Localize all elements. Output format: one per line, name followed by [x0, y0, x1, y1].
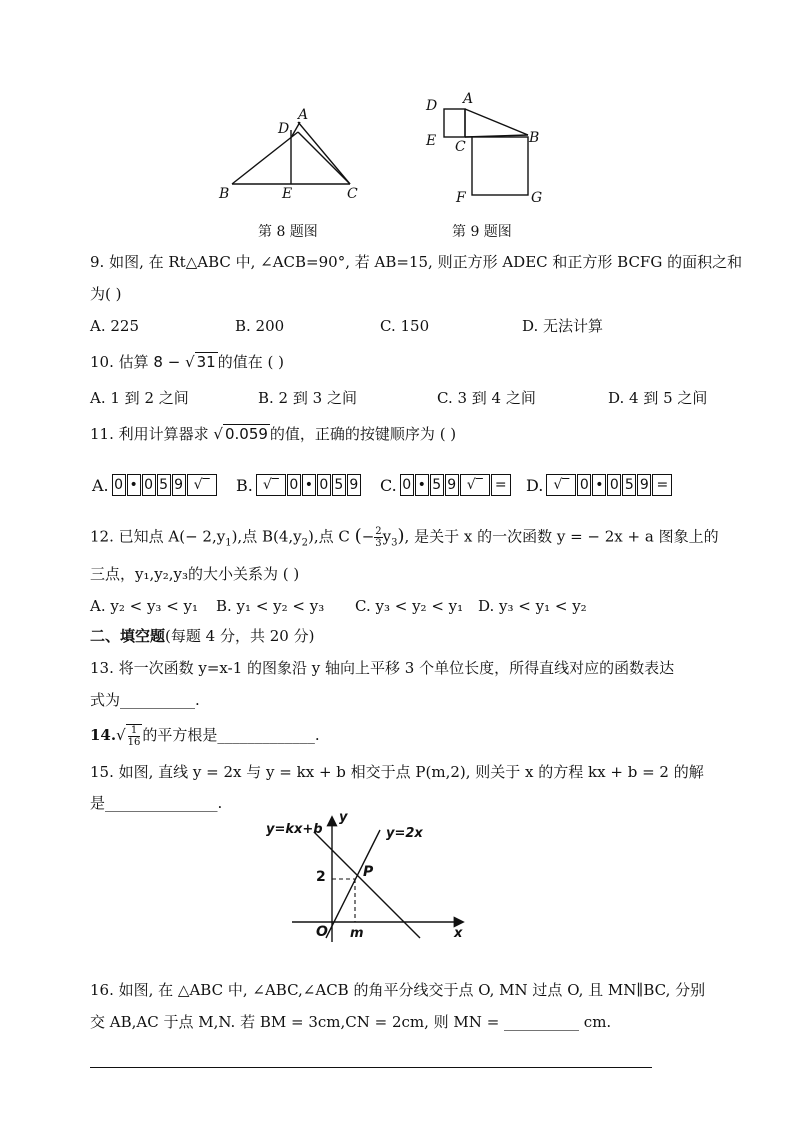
q11-option-a: A. 0 • 0 5 9 √‾ [92, 474, 218, 496]
q10-option-c: C. 3 到 4 之间 [437, 389, 536, 407]
q12-line1: 12. 已知点 $A(- 2,y_1)$,点 $B(4,y_2)$,点 C (− $\frac{2}{3}y_3$), 是关于 x 的一次函数 y = − 2x + a 图象上的 [90, 525, 719, 549]
q14-stem: 14.√ $\frac{1}{16}$的平方根是_____________. [90, 725, 320, 748]
q12-option-b: B. y₁ < y₂ < y₃ [216, 597, 325, 615]
q16-line2: 交 AB,AC 于点 M,N. 若 BM = 3cm,CN = 2cm, 则 MN = __________ cm. [90, 1013, 612, 1031]
key-5: 5 [332, 474, 346, 496]
fig9-square-adec [444, 109, 465, 137]
q12-option-a: A. y₂ < y₃ < y₁ [90, 597, 199, 615]
fig8-label-a: A [298, 107, 309, 123]
fig8-label-e: E [282, 186, 293, 202]
graph-label-y: y [339, 810, 348, 825]
q10-option-a: A. 1 到 2 之间 [90, 389, 189, 407]
q13-line1: 13. 将一次函数 y=x-1 的图象沿 y 轴向上平移 3 个单位长度，所得直线对应的函数表达 [90, 659, 675, 677]
q10-suffix: 的值在 ( ) [217, 353, 284, 371]
q10-option-d: D. 4 到 5 之间 [608, 389, 708, 407]
q9-option-c: C. 150 [380, 317, 430, 335]
key-9: 9 [172, 474, 186, 496]
fig9-label-d: D [426, 98, 438, 114]
q11-suffix: 的值，正确的按键顺序为 ( ) [269, 425, 457, 443]
q10-option-b: B. 2 到 3 之间 [258, 389, 357, 407]
key-equals: = [652, 474, 672, 496]
graph-label-m: m [350, 926, 364, 941]
q9-option-a: A. 225 [90, 317, 139, 335]
fig8-label-b: B [219, 186, 230, 202]
key-sqrt: √‾ [546, 474, 576, 496]
q9-line1: 9. 如图, 在 Rt△ABC 中, ∠ACB=90°, 若 AB=15, 则正方形 ADEC 和正方形 BCFG 的面积之和 [90, 253, 743, 271]
q12-option-d: D. y₃ < y₁ < y₂ [478, 597, 587, 615]
key-dot: • [302, 474, 316, 496]
q12-option-c: C. y₃ < y₂ < y₁ [355, 597, 464, 615]
key-dot: • [592, 474, 606, 496]
q10-radicand: 31 [196, 353, 216, 371]
q11-radicand: 0.059 [224, 425, 268, 443]
fig9-label-f: F [456, 190, 466, 206]
key-0: 0 [400, 474, 414, 496]
fig9-square-bcfg [472, 137, 528, 195]
section-2-heading [90, 626, 314, 646]
fig8-label-d: D [278, 121, 290, 137]
q10-stem: 10. 估算 8 − √ 31 的值在 ( ) [90, 353, 284, 371]
graph-label-o: O [316, 924, 328, 940]
q11-option-d: D. √‾ 0 • 0 5 9 = [526, 474, 673, 496]
q11-option-b: B. √‾ 0 • 0 5 9 [236, 474, 362, 496]
fig9-label-a: A [463, 91, 474, 107]
section-2-note: (每题 4 分，共 20 分) [165, 627, 315, 645]
key-9: 9 [637, 474, 651, 496]
key-0: 0 [317, 474, 331, 496]
q16-line1: 16. 如图, 在 △ABC 中, ∠ABC,∠ACB 的角平分线交于点 O, MN 过点 O, 且 MN∥BC, 分别 [90, 981, 706, 999]
q13-line2: 式为__________. [90, 691, 200, 709]
graph-label-x: x [454, 926, 463, 941]
fig9-segment-ab [465, 109, 528, 135]
q14-fraction: $\frac{1}{16}$ [127, 725, 141, 748]
key-5: 5 [157, 474, 171, 496]
key-dot: • [127, 474, 141, 496]
q9-line2: 为( ) [90, 285, 122, 303]
graph-label-2x: y=2x [386, 826, 423, 841]
fig9-label-g: G [531, 190, 543, 206]
q9-option-b: B. 200 [235, 317, 285, 335]
q11-option-c: C. 0 • 5 9 √‾ = [380, 474, 512, 496]
q10-expr: 8 − [153, 353, 186, 371]
fig8-segment-ac [298, 122, 350, 184]
key-0: 0 [607, 474, 621, 496]
key-sqrt: √‾ [460, 474, 490, 496]
key-sqrt: √‾ [256, 474, 286, 496]
graph-label-p: P [363, 864, 374, 880]
q15-line2: 是_______________. [90, 794, 223, 812]
fig9-label-e: E [426, 133, 437, 149]
fig8-segment-bd [232, 132, 298, 184]
q10-prefix: 10. 估算 [90, 353, 154, 371]
key-0: 0 [142, 474, 156, 496]
q12-line2: 三点，y₁,y₂,y₃的大小关系为 ( ) [90, 565, 300, 583]
fig9-label-c: C [455, 139, 466, 155]
key-sqrt: √‾ [187, 474, 217, 496]
key-5: 5 [430, 474, 444, 496]
section-2-title: 二、填空题 [90, 627, 166, 645]
page-bottom-rule [90, 1067, 652, 1068]
key-dot: • [415, 474, 429, 496]
q12-fraction: $\frac{2}{3}$ [375, 526, 382, 549]
fig9-caption: 第 9 题图 [452, 224, 512, 240]
key-0: 0 [112, 474, 126, 496]
q11-prefix: 11. 利用计算器求 [90, 425, 214, 443]
fig8-segment-dc [298, 132, 350, 184]
key-0: 0 [287, 474, 301, 496]
key-9: 9 [445, 474, 459, 496]
key-5: 5 [622, 474, 636, 496]
key-equals: = [491, 474, 511, 496]
fig8-label-c: C [347, 186, 358, 202]
key-9: 9 [347, 474, 361, 496]
q15-line1: 15. 如图, 直线 y = 2x 与 y = kx + b 相交于点 P(m,2), 则关于 x 的方程 kx + b = 2 的解 [90, 763, 704, 781]
fig8-caption: 第 8 题图 [258, 224, 318, 240]
q11-stem: 11. 利用计算器求 √ 0.059 的值，正确的按键顺序为 ( ) [90, 425, 457, 443]
q9-option-d: D. 无法计算 [522, 317, 604, 335]
key-0: 0 [577, 474, 591, 496]
graph-label-kxb: y=kx+b [266, 822, 323, 837]
graph-label-2: 2 [316, 869, 326, 885]
fig9-label-b: B [529, 130, 540, 146]
